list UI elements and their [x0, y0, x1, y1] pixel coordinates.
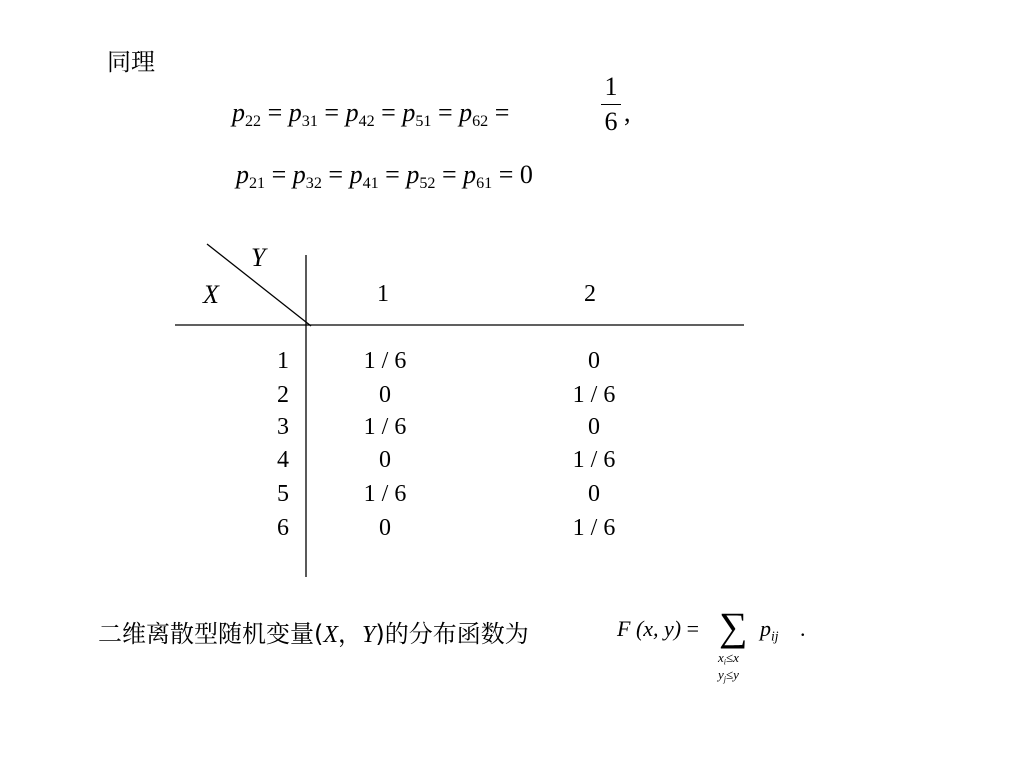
table-cell: 1 / 6: [363, 348, 407, 374]
function-equals: =: [686, 616, 700, 641]
term: $p_{42}$: [345, 98, 375, 131]
term: $p_{31}$: [288, 98, 318, 131]
term: $p_{61}$: [463, 160, 493, 193]
table-cell: 1 / 6: [572, 447, 616, 473]
equation-2-value: 0: [519, 160, 533, 189]
table-cell: 1 / 6: [572, 382, 616, 408]
term: $p_{32}$: [292, 160, 322, 193]
conclusion-y: Y: [362, 622, 376, 648]
table-cell: 1 / 6: [363, 481, 407, 507]
term: $p_{21}$: [236, 160, 266, 193]
table-cell: 0: [588, 414, 600, 440]
table-cell: 1 / 6: [363, 414, 407, 440]
row-label: 2: [277, 382, 289, 408]
summation-condition-y: $y_j\le y$: [718, 667, 739, 684]
summation-condition-x: $x_i\le x$: [718, 650, 739, 667]
term: $p_{52}$: [406, 160, 436, 193]
table-col-header-1: 1: [377, 281, 389, 307]
fraction-numerator: 1: [604, 72, 618, 101]
table-cell: 0: [588, 348, 600, 374]
summation-sign: ∑: [719, 604, 748, 649]
function-args: (x, y): [635, 616, 682, 641]
conclusion-sentence: [98, 614, 529, 649]
summand: $p_{ij}$: [760, 616, 779, 644]
row-label: 6: [277, 515, 289, 541]
row-label: 3: [277, 414, 289, 440]
row-label: 4: [277, 447, 289, 473]
conclusion-comma: ，: [338, 620, 363, 648]
conclusion-text-after: )的分布函数为: [375, 620, 529, 648]
table-row-variable: X: [203, 280, 219, 309]
function-name: F: [617, 616, 631, 641]
term: $p_{51}$: [402, 98, 432, 131]
table-cell: 0: [379, 382, 391, 408]
table-col-variable: Y: [251, 243, 266, 272]
table-cell: 1 / 6: [572, 515, 616, 541]
table-col-header-2: 2: [584, 281, 596, 307]
row-label: 1: [277, 348, 289, 374]
table-cell: 0: [379, 447, 391, 473]
conclusion-x: X: [323, 622, 339, 648]
term: $p_{41}$: [349, 160, 379, 193]
term: $p_{22}$: [232, 98, 262, 131]
equation-2: $p_{21} = p_{32} = p_{41} = p_{52} = p_{61} = 0$: [236, 160, 533, 193]
conclusion-period: .: [800, 616, 806, 641]
term: $p_{62}$: [459, 98, 489, 131]
conclusion-text-before: 二维离散型随机变量(: [98, 620, 324, 648]
equation-1-comma: ,: [624, 98, 631, 127]
table-cell: 0: [588, 481, 600, 507]
intro-text: 同理: [107, 48, 155, 76]
fraction-denominator: 6: [604, 107, 618, 136]
equation-1: $p_{22} = p_{31} = p_{42} = p_{51} = p_{62}$ =: [232, 98, 510, 131]
row-label: 5: [277, 481, 289, 507]
table-cell: 0: [379, 515, 391, 541]
distribution-function: [617, 616, 699, 642]
